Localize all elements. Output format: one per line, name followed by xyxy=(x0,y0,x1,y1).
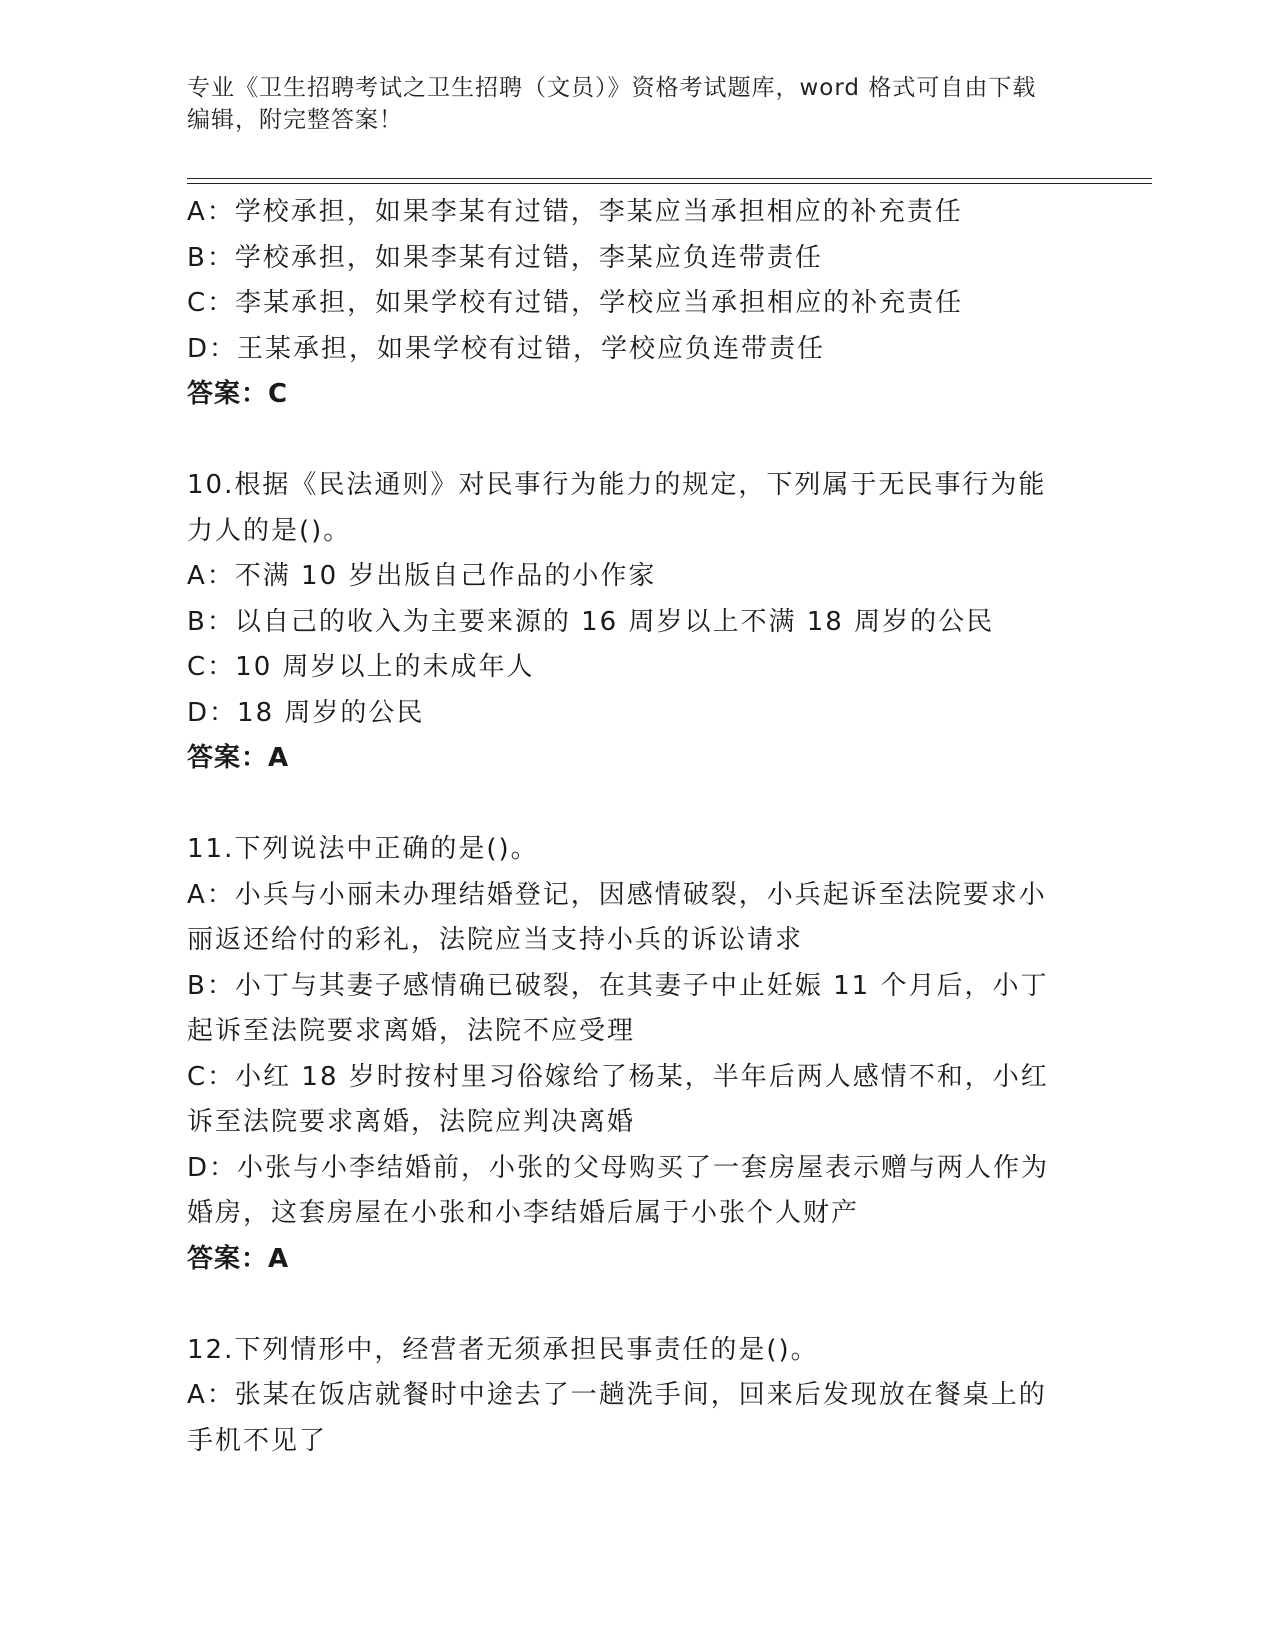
question-11 xyxy=(187,827,1087,1282)
option-d: D：王某承担，如果学校有过错，学校应负连带责任 xyxy=(187,333,826,364)
document-body xyxy=(187,190,1087,1464)
option-a: A：张某在饭店就餐时中途去了一趟洗手间，回来后发现放在餐桌上的 xyxy=(187,1380,1047,1410)
option-a-continued: 丽返还给付的彩礼，法院应当支持小兵的诉讼请求 xyxy=(187,925,804,955)
option-b-continued: 起诉至法院要求离婚，法院不应受理 xyxy=(187,1016,636,1046)
header-line-2: 编辑，附完整答案！ xyxy=(187,107,403,133)
option-a: A：小兵与小丽未办理结婚登记，因感情破裂，小兵起诉至法院要求小 xyxy=(187,879,1047,910)
question-9 xyxy=(187,190,1087,418)
option-d: D：小张与小李结婚前，小张的父母购买了一套房屋表示赠与两人作为 xyxy=(187,1152,1050,1183)
question-text: 力人的是()。 xyxy=(187,515,352,546)
header-line-1: 专业《卫生招聘考试之卫生招聘（文员）》资格考试题库，word 格式可自由下载 xyxy=(187,75,1037,101)
option-c-continued: 诉至法院要求离婚，法院应判决离婚 xyxy=(187,1107,636,1137)
option-a: A：学校承担，如果李某有过错，李某应当承担相应的补充责任 xyxy=(187,197,963,227)
spacer xyxy=(187,418,1087,464)
option-c: C：李某承担，如果学校有过错，学校应当承担相应的补充责任 xyxy=(187,288,964,318)
answer: 答案：A xyxy=(187,1243,290,1274)
document-header xyxy=(187,72,1087,136)
option-b: B：学校承担，如果李某有过错，李某应负连带责任 xyxy=(187,242,823,273)
option-d-continued: 婚房，这套房屋在小张和小李结婚后属于小张个人财产 xyxy=(187,1198,860,1228)
question-text: 12.下列情形中，经营者无须承担民事责任的是()。 xyxy=(187,1334,819,1365)
option-a: A：不满 10 岁出版自己作品的小作家 xyxy=(187,561,657,591)
option-a-continued: 手机不见了 xyxy=(187,1425,328,1456)
question-12 xyxy=(187,1328,1087,1465)
spacer xyxy=(187,782,1087,828)
option-b: B：小丁与其妻子感情确已破裂，在其妻子中止妊娠 11 个月后，小丁 xyxy=(187,970,1049,1001)
answer: 答案：A xyxy=(187,743,290,773)
option-c: C：10 周岁以上的未成年人 xyxy=(187,652,535,682)
question-text: 10.根据《民法通则》对民事行为能力的规定，下列属于无民事行为能 xyxy=(187,470,1047,500)
question-text: 11.下列说法中正确的是()。 xyxy=(187,834,539,864)
option-c: C：小红 18 岁时按村里习俗嫁给了杨某，半年后两人感情不和，小红 xyxy=(187,1061,1049,1092)
option-d: D：18 周岁的公民 xyxy=(187,697,425,728)
option-b: B：以自己的收入为主要来源的 16 周岁以上不满 18 周岁的公民 xyxy=(187,606,995,637)
answer: 答案：C xyxy=(187,379,289,409)
spacer xyxy=(187,1282,1087,1328)
header-divider-bottom xyxy=(187,183,1152,184)
header-divider-top xyxy=(187,178,1152,179)
question-10 xyxy=(187,463,1087,782)
